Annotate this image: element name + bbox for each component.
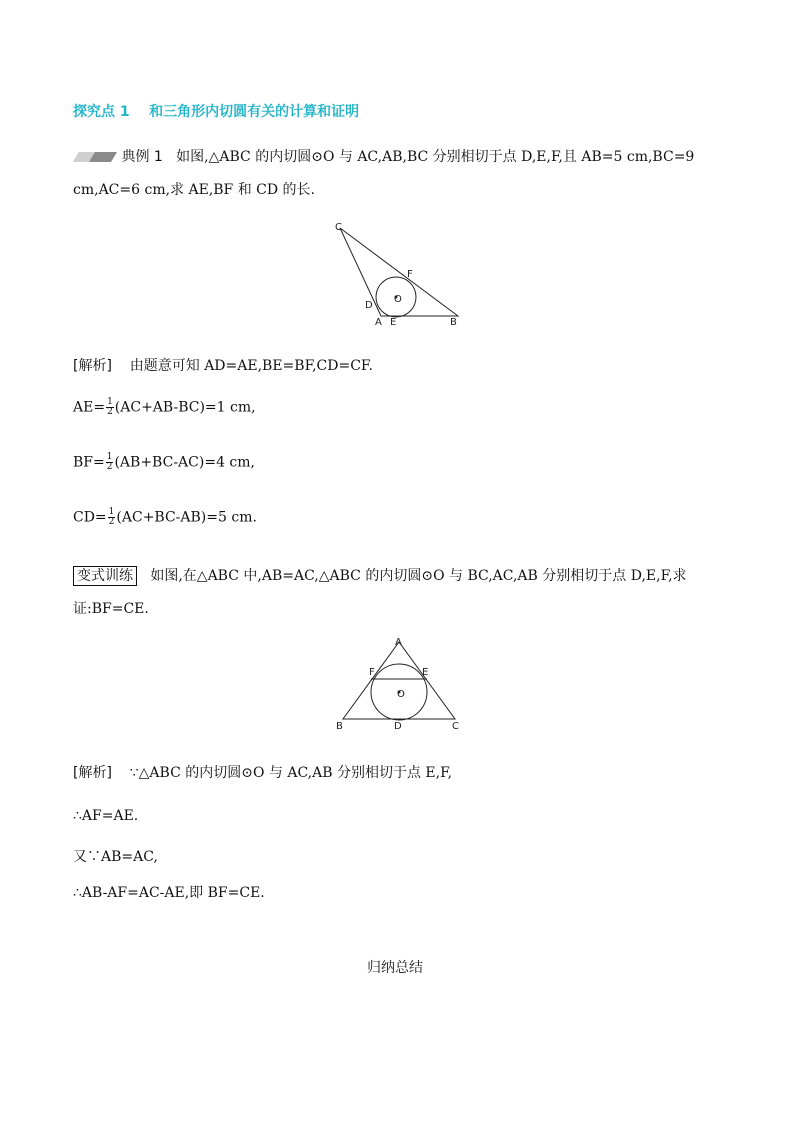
example1-question-line1: 如图,△ABC 的内切圆⊙O 与 AC,AB,BC 分别相切于点 D,E,F,且 AB=5 cm,BC=9 <box>176 149 695 165</box>
section-heading: 和三角形内切圆有关的计算和证明 <box>149 104 360 120</box>
summary-title: 归纳总结 <box>367 960 423 976</box>
label-e2: E <box>422 667 429 678</box>
proof-line2: ∴AF=AE. <box>73 808 139 824</box>
eq3-left: CD= <box>73 509 107 526</box>
section-title <box>73 101 359 121</box>
label-d: D <box>365 300 373 311</box>
example1-question-line2: cm,AC=6 cm,求 AE,BF 和 CD 的长. <box>73 182 316 198</box>
analysis2 <box>73 762 452 782</box>
label-o2: O <box>397 689 405 700</box>
label-a: A <box>375 317 382 328</box>
label-d2: D <box>394 721 402 732</box>
equation-cd <box>73 508 257 527</box>
label-b2: B <box>336 721 343 732</box>
proof-line3: 又∵AB=AC, <box>73 849 158 865</box>
equation-bf <box>73 453 255 472</box>
variant-question-line1: 如图,在△ABC 中,AB=AC,△ABC 的内切圆⊙O 与 BC,AC,AB 分别相切于点 D,E,F,求 <box>150 568 687 584</box>
triangle-abc-2 <box>343 642 455 719</box>
analysis1 <box>73 355 373 375</box>
eq1-left: AE= <box>73 399 106 416</box>
label-a2: A <box>395 637 402 648</box>
figure-triangle-2 <box>333 632 468 734</box>
fraction-half: $\frac{1}{2}$ <box>107 397 113 417</box>
label-b: B <box>450 317 457 328</box>
proof-line4: ∴AB-AF=AC-AE,即 BF=CE. <box>73 885 265 901</box>
example1-tag: 典例 1 <box>121 149 163 165</box>
example1-line1 <box>73 146 694 166</box>
proof-line1: ∵△ABC 的内切圆⊙O 与 AC,AB 分别相切于点 E,F, <box>129 765 453 781</box>
label-o: O <box>394 294 402 305</box>
section-label: 探究点 1 <box>73 104 130 120</box>
eq1-right: (AC+AB-BC)=1 cm, <box>114 399 256 416</box>
analysis1-text: 由题意可知 AD=AE,BE=BF,CD=CF. <box>129 358 373 374</box>
eq2-right: (AB+BC-AC)=4 cm, <box>114 454 255 471</box>
label-e: E <box>390 317 397 328</box>
eq2-left: BF= <box>73 454 105 471</box>
equation-ae <box>73 398 256 417</box>
variant-line1 <box>73 565 687 585</box>
fraction-half: $\frac{1}{2}$ <box>106 452 113 472</box>
figure-triangle-1 <box>330 218 470 333</box>
analysis2-tag: [解析] <box>73 765 112 781</box>
fraction-half: $\frac{1}{2}$ <box>108 507 115 527</box>
label-c2: C <box>452 721 459 732</box>
variant-question-line2: 证:BF=CE. <box>73 601 149 617</box>
label-f: F <box>407 269 413 280</box>
label-f2: F <box>369 667 375 678</box>
analysis1-tag: [解析] <box>73 358 112 374</box>
variant-tag: 变式训练 <box>73 566 137 586</box>
eq3-right: (AC+BC-AB)=5 cm. <box>116 509 257 526</box>
example-banner-icon <box>73 152 117 162</box>
label-c: C <box>335 222 342 233</box>
